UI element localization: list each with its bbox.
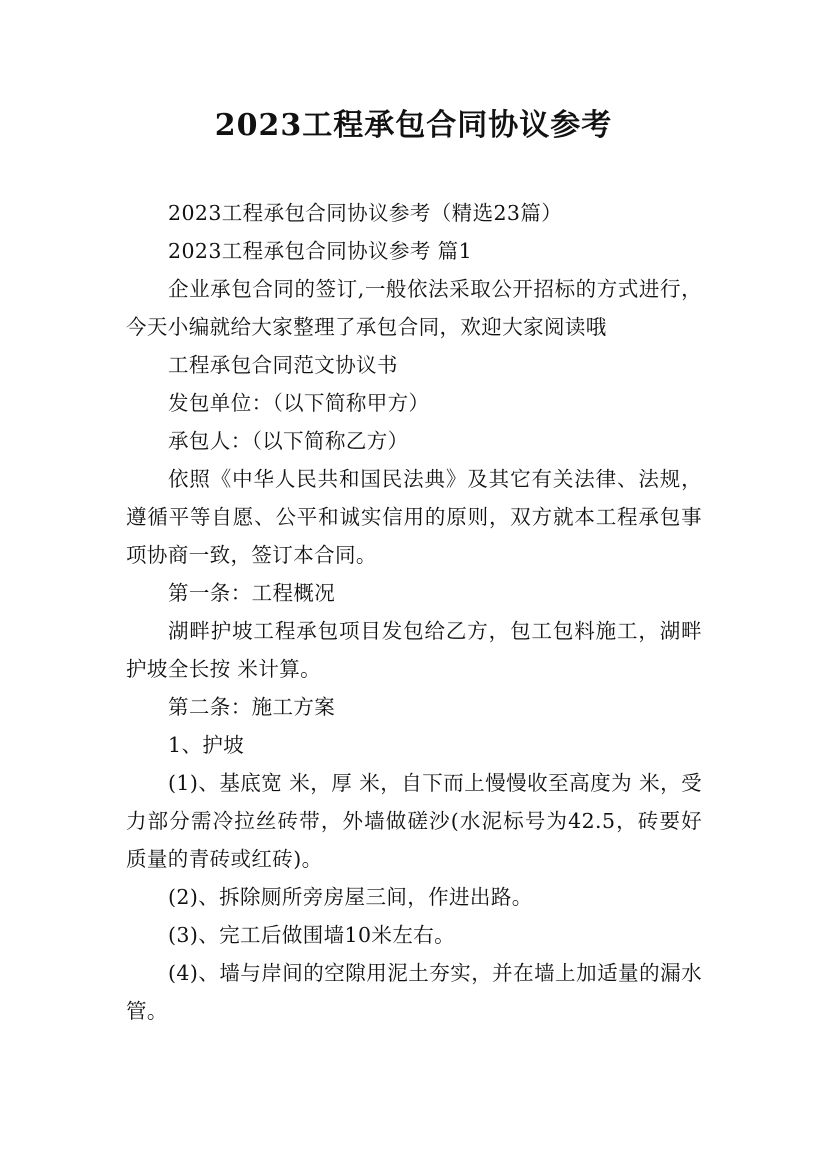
paragraph-item-1-3: (3)、完工后做围墙10米左右。 [168, 923, 456, 947]
paragraph-article-1-heading: 第一条：工程概况 [168, 581, 336, 605]
paragraph-article-2-heading: 第二条：施工方案 [168, 695, 336, 719]
paragraph-subtitle: 2023工程承包合同协议参考（精选23篇） [168, 201, 563, 225]
paragraph-item-1-2: (2)、拆除厕所旁房屋三间，作进出路。 [168, 885, 533, 909]
document-body [126, 194, 702, 1030]
paragraph-legal-basis: 依照《中华人民共和国民法典》及其它有关法律、法规，遵循平等自愿、公平和诚实信用的原则，双方就本工程承包事项协商一致，签订本合同。 [126, 467, 702, 567]
paragraph-contract-name: 工程承包合同范文协议书 [168, 353, 398, 377]
paragraph-section-heading: 2023工程承包合同协议参考 篇1 [168, 239, 473, 263]
paragraph-item-1-1: (1)、基底宽 米，厚 米，自下而上慢慢收至高度为 米，受力部分需冷拉丝砖带，外墙做磋沙(水泥标号为42.5，砖要好质量的青砖或红砖)。 [126, 771, 702, 871]
document-title: 2023工程承包合同协议参考 [214, 108, 613, 143]
paragraph-item-1-4: (4)、墙与岸间的空隙用泥土夯实，并在墙上加适量的漏水管。 [126, 961, 702, 1023]
paragraph-article-1-body: 湖畔护坡工程承包项目发包给乙方，包工包料施工，湖畔护坡全长按 米计算。 [126, 619, 702, 681]
paragraph-party-a: 发包单位：（以下简称甲方） [168, 391, 430, 415]
paragraph-party-b: 承包人：（以下简称乙方） [168, 429, 409, 453]
paragraph-intro: 企业承包合同的签订,一般依法采取公开招标的方式进行，今天小编就给大家整理了承包合同，欢迎大家阅读哦 [126, 277, 702, 339]
paragraph-item-1: 1、护坡 [168, 733, 245, 757]
